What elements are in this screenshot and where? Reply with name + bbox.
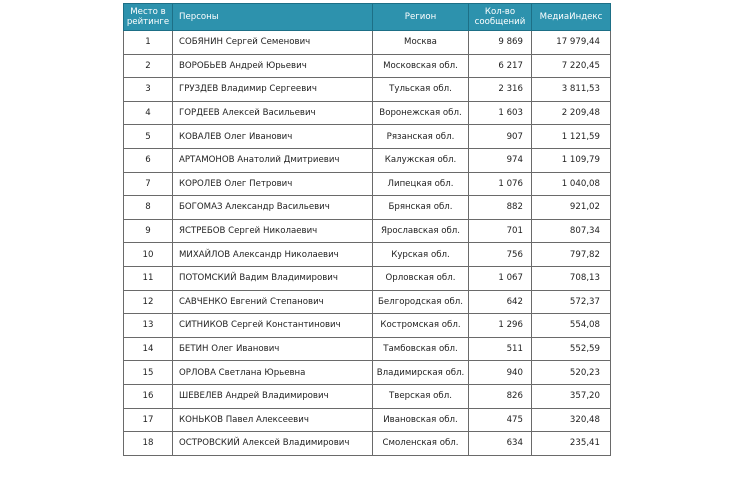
count-cell: 1 296 xyxy=(469,314,532,338)
person-cell: БОГОМАЗ Александр Васильевич xyxy=(173,196,373,220)
person-cell: КОНЬКОВ Павел Алексеевич xyxy=(173,408,373,432)
table-row xyxy=(124,101,611,125)
table-row xyxy=(124,54,611,78)
count-cell: 1 067 xyxy=(469,266,532,290)
rank-cell: 14 xyxy=(124,337,173,361)
region-cell: Владимирская обл. xyxy=(373,361,469,385)
table-row xyxy=(124,125,611,149)
index-cell: 921,02 xyxy=(532,196,611,220)
person-cell: АРТАМОНОВ Анатолий Дмитриевич xyxy=(173,148,373,172)
table-row xyxy=(124,290,611,314)
region-cell: Рязанская обл. xyxy=(373,125,469,149)
index-cell: 235,41 xyxy=(532,432,611,456)
table-row xyxy=(124,219,611,243)
rank-cell: 18 xyxy=(124,432,173,456)
count-cell: 2 316 xyxy=(469,78,532,102)
rank-cell: 8 xyxy=(124,196,173,220)
region-cell: Костромская обл. xyxy=(373,314,469,338)
index-cell: 708,13 xyxy=(532,266,611,290)
header-count: Кол-во сообщений xyxy=(469,4,532,31)
person-cell: КОРОЛЕВ Олег Петрович xyxy=(173,172,373,196)
table-row xyxy=(124,408,611,432)
rank-cell: 10 xyxy=(124,243,173,267)
person-cell: СОБЯНИН Сергей Семенович xyxy=(173,31,373,55)
header-person: Персоны xyxy=(173,4,373,31)
region-cell: Орловская обл. xyxy=(373,266,469,290)
count-cell: 1 603 xyxy=(469,101,532,125)
region-cell: Тамбовская обл. xyxy=(373,337,469,361)
table-body xyxy=(124,31,611,456)
rank-cell: 5 xyxy=(124,125,173,149)
index-cell: 797,82 xyxy=(532,243,611,267)
person-cell: ОСТРОВСКИЙ Алексей Владимирович xyxy=(173,432,373,456)
person-cell: ЯСТРЕБОВ Сергей Николаевич xyxy=(173,219,373,243)
count-cell: 940 xyxy=(469,361,532,385)
index-cell: 520,23 xyxy=(532,361,611,385)
count-cell: 475 xyxy=(469,408,532,432)
person-cell: БЕТИН Олег Иванович xyxy=(173,337,373,361)
table-row xyxy=(124,196,611,220)
region-cell: Калужская обл. xyxy=(373,148,469,172)
table-row xyxy=(124,361,611,385)
person-cell: ПОТОМСКИЙ Вадим Владимирович xyxy=(173,266,373,290)
table-row xyxy=(124,78,611,102)
rank-cell: 11 xyxy=(124,266,173,290)
index-cell: 572,37 xyxy=(532,290,611,314)
region-cell: Смоленская обл. xyxy=(373,432,469,456)
table-row xyxy=(124,148,611,172)
rank-cell: 12 xyxy=(124,290,173,314)
person-cell: САВЧЕНКО Евгений Степанович xyxy=(173,290,373,314)
index-cell: 320,48 xyxy=(532,408,611,432)
rank-cell: 1 xyxy=(124,31,173,55)
index-cell: 1 121,59 xyxy=(532,125,611,149)
header-row xyxy=(124,4,611,31)
rank-cell: 4 xyxy=(124,101,173,125)
rank-cell: 7 xyxy=(124,172,173,196)
person-cell: КОВАЛЕВ Олег Иванович xyxy=(173,125,373,149)
rank-cell: 15 xyxy=(124,361,173,385)
count-cell: 826 xyxy=(469,384,532,408)
table-row xyxy=(124,432,611,456)
table-row xyxy=(124,243,611,267)
table-row xyxy=(124,337,611,361)
count-cell: 907 xyxy=(469,125,532,149)
count-cell: 642 xyxy=(469,290,532,314)
region-cell: Брянская обл. xyxy=(373,196,469,220)
count-cell: 701 xyxy=(469,219,532,243)
table-header xyxy=(124,4,611,31)
header-index: МедиаИндекс xyxy=(532,4,611,31)
count-cell: 634 xyxy=(469,432,532,456)
person-cell: ГРУЗДЕВ Владимир Сергеевич xyxy=(173,78,373,102)
region-cell: Москва xyxy=(373,31,469,55)
rank-cell: 9 xyxy=(124,219,173,243)
rank-cell: 16 xyxy=(124,384,173,408)
rating-table xyxy=(123,3,611,456)
person-cell: ОРЛОВА Светлана Юрьевна xyxy=(173,361,373,385)
person-cell: ШЕВЕЛЕВ Андрей Владимирович xyxy=(173,384,373,408)
index-cell: 807,34 xyxy=(532,219,611,243)
index-cell: 552,59 xyxy=(532,337,611,361)
count-cell: 6 217 xyxy=(469,54,532,78)
count-cell: 974 xyxy=(469,148,532,172)
index-cell: 7 220,45 xyxy=(532,54,611,78)
person-cell: ВОРОБЬЕВ Андрей Юрьевич xyxy=(173,54,373,78)
person-cell: СИТНИКОВ Сергей Константинович xyxy=(173,314,373,338)
index-cell: 3 811,53 xyxy=(532,78,611,102)
count-cell: 756 xyxy=(469,243,532,267)
index-cell: 357,20 xyxy=(532,384,611,408)
rank-cell: 6 xyxy=(124,148,173,172)
count-cell: 1 076 xyxy=(469,172,532,196)
rank-cell: 2 xyxy=(124,54,173,78)
index-cell: 1 040,08 xyxy=(532,172,611,196)
region-cell: Ярославская обл. xyxy=(373,219,469,243)
index-cell: 2 209,48 xyxy=(532,101,611,125)
region-cell: Тульская обл. xyxy=(373,78,469,102)
table-row xyxy=(124,314,611,338)
table-row xyxy=(124,172,611,196)
region-cell: Белгородская обл. xyxy=(373,290,469,314)
index-cell: 554,08 xyxy=(532,314,611,338)
region-cell: Курская обл. xyxy=(373,243,469,267)
count-cell: 511 xyxy=(469,337,532,361)
rank-cell: 13 xyxy=(124,314,173,338)
index-cell: 1 109,79 xyxy=(532,148,611,172)
table-row xyxy=(124,384,611,408)
rank-cell: 17 xyxy=(124,408,173,432)
region-cell: Московская обл. xyxy=(373,54,469,78)
region-cell: Липецкая обл. xyxy=(373,172,469,196)
region-cell: Воронежская обл. xyxy=(373,101,469,125)
rating-table-container xyxy=(123,3,610,485)
person-cell: МИХАЙЛОВ Александр Николаевич xyxy=(173,243,373,267)
region-cell: Ивановская обл. xyxy=(373,408,469,432)
rank-cell: 3 xyxy=(124,78,173,102)
region-cell: Тверская обл. xyxy=(373,384,469,408)
table-row xyxy=(124,31,611,55)
index-cell: 17 979,44 xyxy=(532,31,611,55)
person-cell: ГОРДЕЕВ Алексей Васильевич xyxy=(173,101,373,125)
count-cell: 9 869 xyxy=(469,31,532,55)
header-rank: Место в рейтинге xyxy=(124,4,173,31)
count-cell: 882 xyxy=(469,196,532,220)
table-row xyxy=(124,266,611,290)
header-region: Регион xyxy=(373,4,469,31)
